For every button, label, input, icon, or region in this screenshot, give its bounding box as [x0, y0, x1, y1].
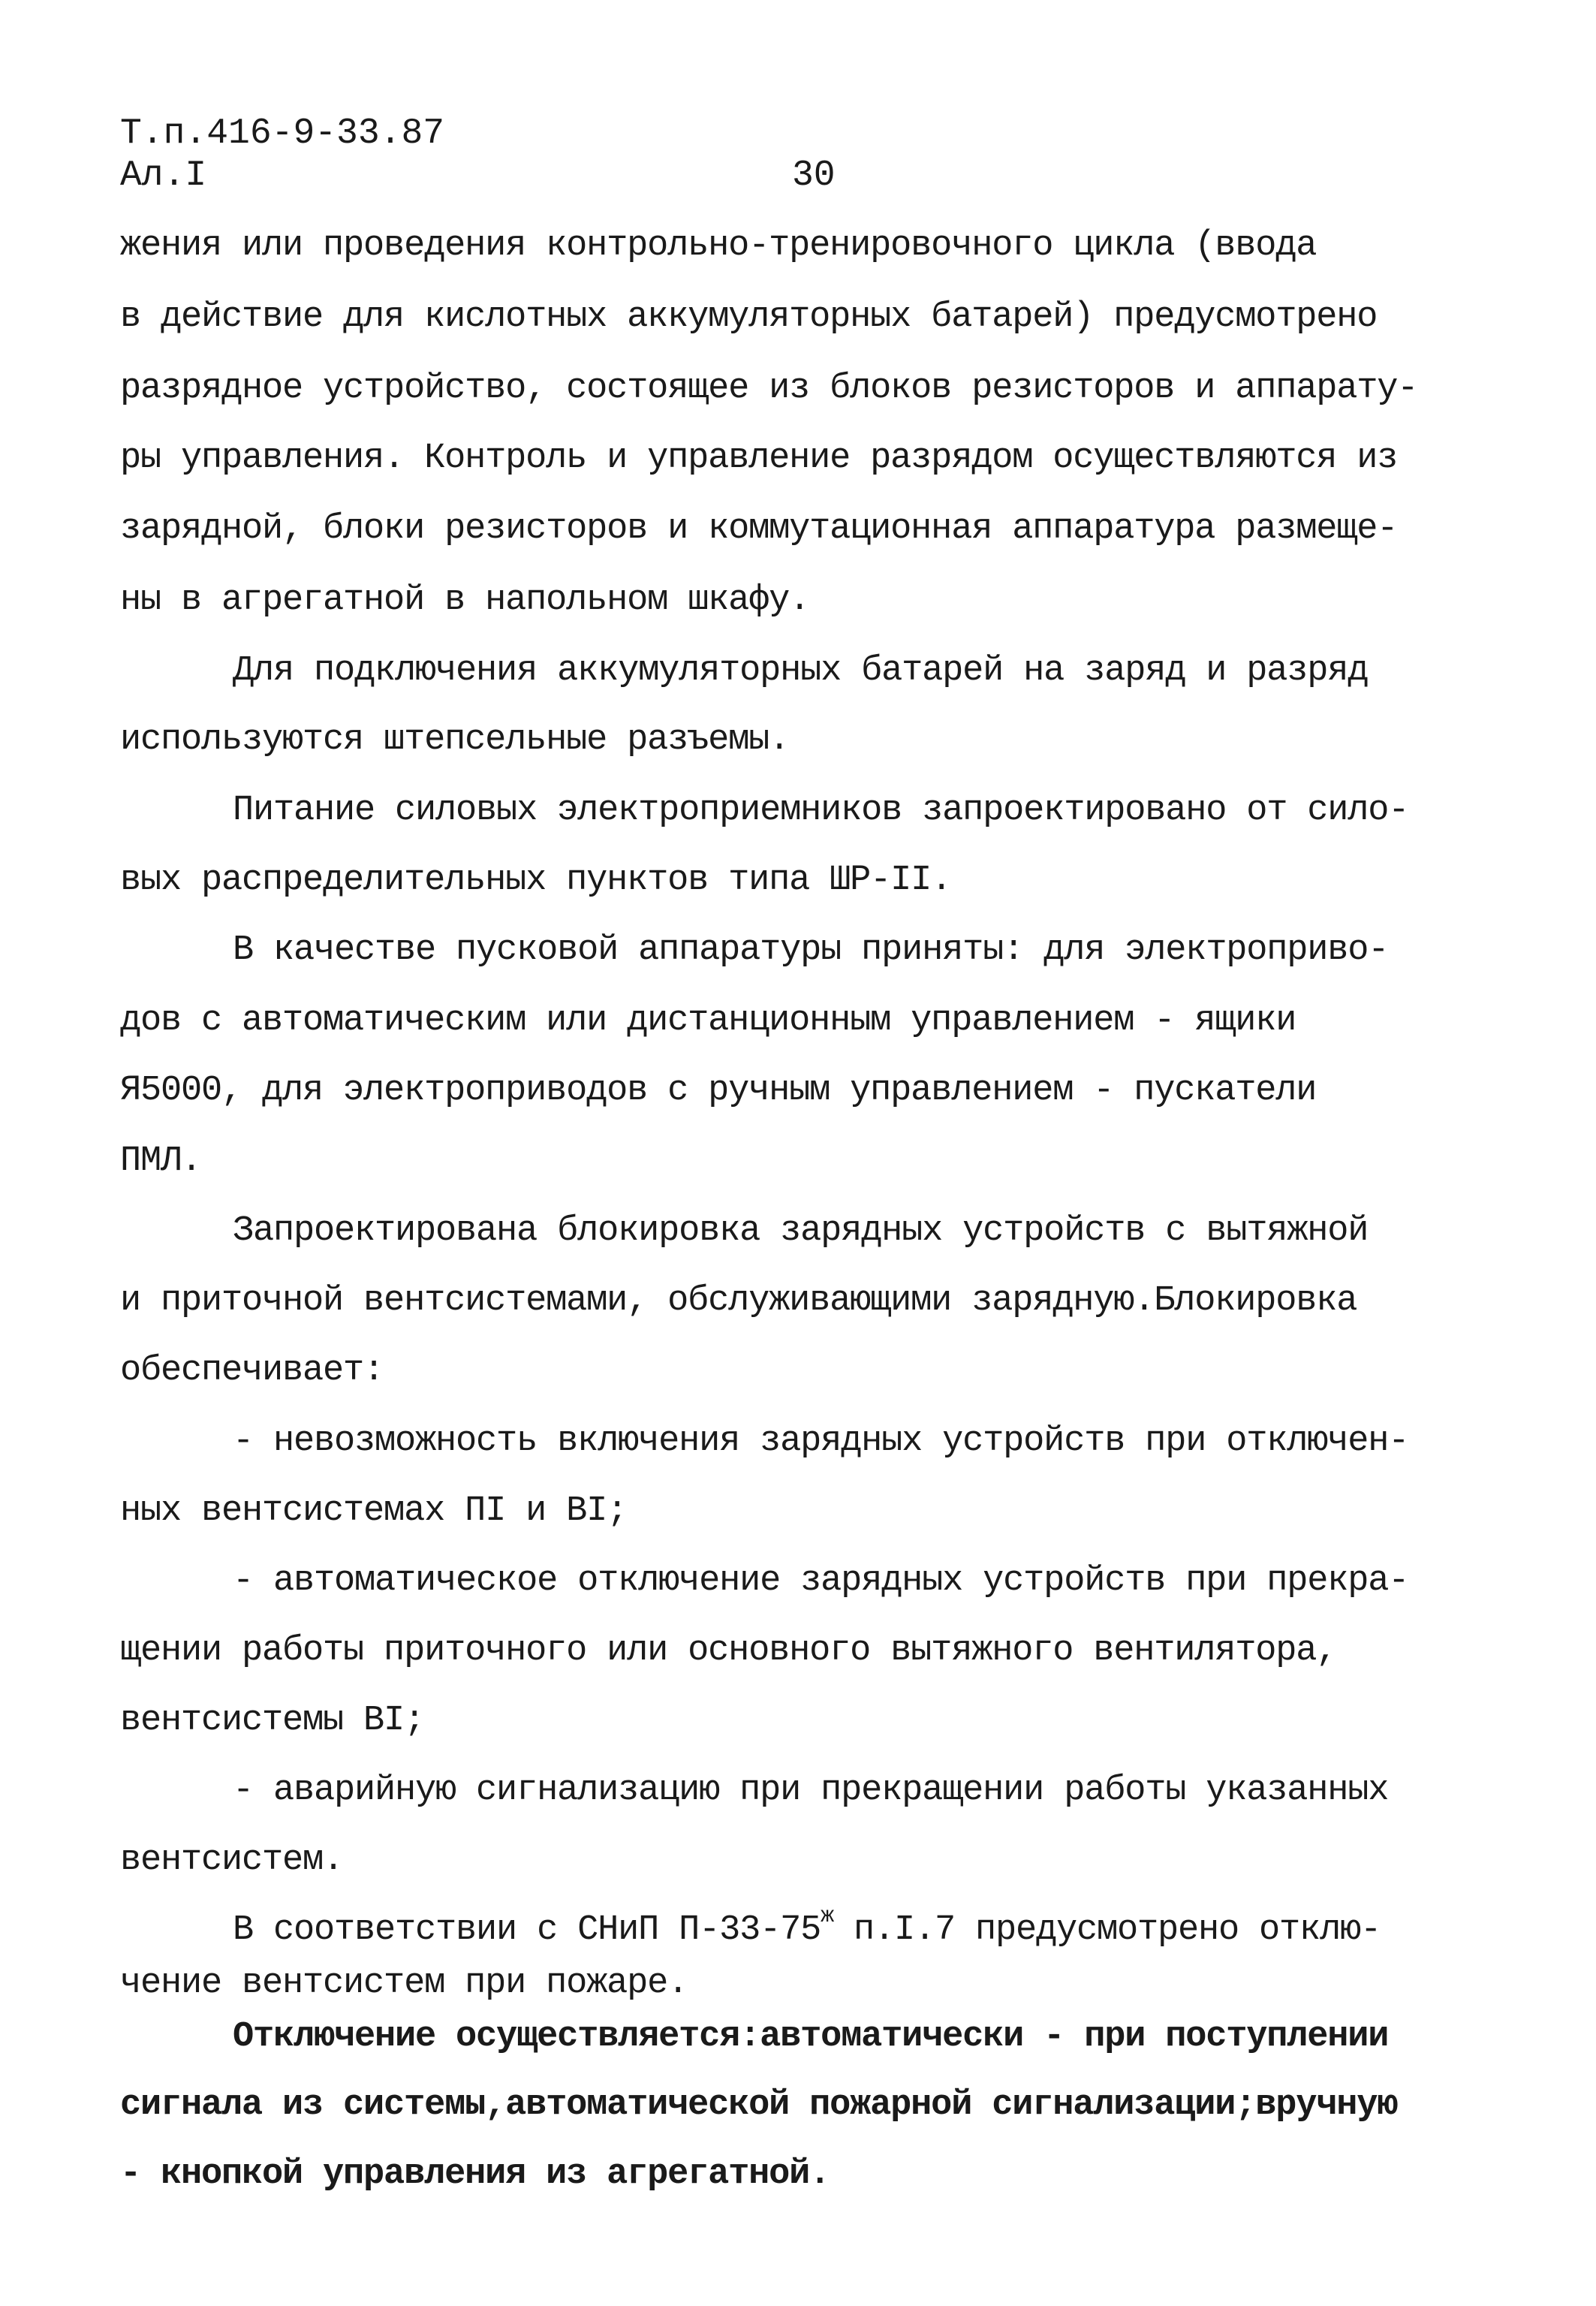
text-line: - невозможность включения зарядных устройств при отключен-: [233, 1421, 1409, 1461]
text-line: в действие для кислотных аккумуляторных батарей) предусмотрено: [120, 297, 1378, 337]
text-line: жения или проведения контрольно-тренировочного цикла (ввода: [120, 226, 1317, 266]
sheet-label: Ал.I: [120, 155, 207, 196]
text-line: сигнала из системы,автоматической пожарной сигнализации;вручную: [120, 2085, 1398, 2125]
text-line: ны в агрегатной в напольном шкафу.: [120, 580, 810, 620]
text-line: вентсистем.: [120, 1840, 344, 1880]
page-number: 30: [792, 155, 836, 196]
snip-rest: п.I.7 предусмотрено отклю-: [833, 1910, 1381, 1950]
text-line: ры управления. Контроль и управление разрядом осуществляются из: [120, 439, 1398, 478]
text-line: Я5000, для электроприводов с ручным управлением - пускатели: [120, 1071, 1317, 1111]
text-line: вых распределительных пунктов типа ШР-II.: [120, 861, 952, 900]
text-line: зарядной, блоки резисторов и коммутационная аппаратура размеще-: [120, 509, 1398, 549]
text-line: - кнопкой управления из агрегатной.: [120, 2154, 830, 2194]
text-line: разрядное устройство, состоящее из блоков резисторов и аппарату-: [120, 369, 1418, 408]
text-line: вентсистемы ВI;: [120, 1701, 425, 1741]
text-line: - автоматическое отключение зарядных устройств при прекра-: [233, 1561, 1409, 1601]
text-line: В качестве пусковой аппаратуры приняты: для электроприво-: [233, 930, 1389, 970]
text-line: используются штепсельные разъемы.: [120, 720, 790, 760]
snip-star: ж: [821, 1904, 833, 1930]
text-line: ПМЛ.: [120, 1141, 202, 1181]
text-line: Отключение осуществляется:автоматически - при поступлении: [233, 2017, 1389, 2057]
text-line: ных вентсистемах ПI и ВI;: [120, 1491, 628, 1531]
text-line: Запроектирована блокировка зарядных устройств с вытяжной: [233, 1211, 1369, 1251]
text-line: Питание силовых электроприемников запроектировано от сило-: [233, 791, 1409, 830]
text-line: дов с автоматическим или дистанционным управлением - ящики: [120, 1001, 1296, 1041]
text-line-snip: [233, 1904, 1381, 1952]
snip-reference: В соответствии с СНиП П-33-75: [233, 1910, 821, 1950]
document-code: Т.п.416-9-33.87: [120, 113, 445, 154]
text-line: и приточной вентсистемами, обслуживающими зарядную.Блокировка: [120, 1281, 1357, 1321]
text-line: Для подключения аккумуляторных батарей на заряд и разряд: [233, 651, 1369, 691]
text-line: обеспечивает:: [120, 1351, 384, 1391]
text-line: щении работы приточного или основного вытяжного вентилятора,: [120, 1631, 1337, 1671]
text-line: - аварийную сигнализацию при прекращении работы указанных: [233, 1771, 1389, 1810]
text-line: чение вентсистем при пожаре.: [120, 1964, 688, 2003]
